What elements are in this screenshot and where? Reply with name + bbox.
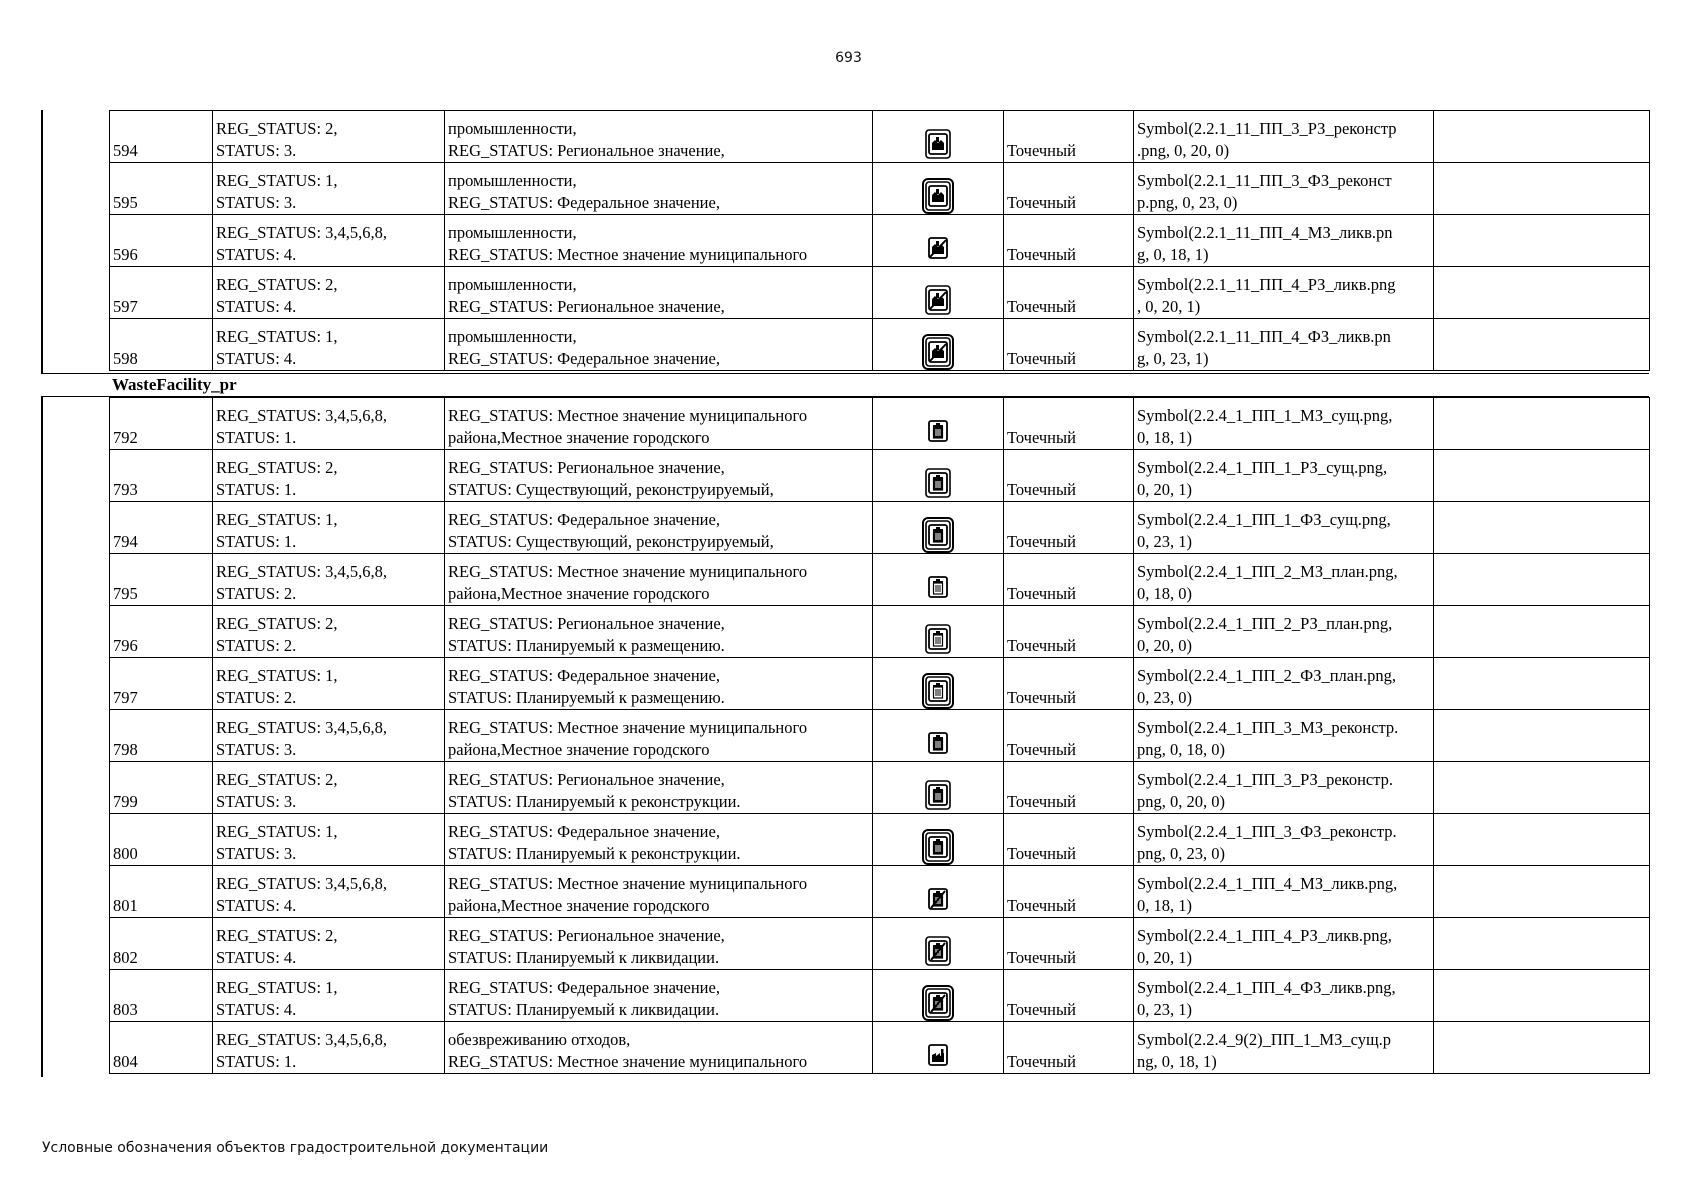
cell-line: STATUS: 1. <box>216 1052 297 1071</box>
industry-reconstruct-regional-icon <box>921 133 955 152</box>
description-cell <box>445 606 873 658</box>
cell-line: REG_STATUS: 1, <box>216 978 338 997</box>
cell-line: 0, 20, 0) <box>1137 636 1192 655</box>
geometry-type-cell: Точечный <box>1004 606 1134 658</box>
cell-line: Symbol(2.2.4_1_ПП_1_ФЗ_сущ.png, <box>1137 510 1391 529</box>
waste-plant-existing-local-icon <box>921 1044 955 1063</box>
industry-liquidate-regional-icon <box>921 289 955 308</box>
cell-line: STATUS: 1. <box>216 428 297 447</box>
symbol-preview-cell <box>873 1022 1004 1074</box>
geometry-type-cell: Точечный <box>1004 267 1134 319</box>
cell-line: REG_STATUS: Федеральное значение, <box>448 822 720 841</box>
cell-line: REG_STATUS: Региональное значение, <box>448 297 725 316</box>
row-id-cell: 596 <box>110 215 213 267</box>
description-cell <box>445 1022 873 1074</box>
symbol-definition-cell <box>1134 606 1434 658</box>
empty-cell <box>1434 866 1650 918</box>
row-id-cell: 595 <box>110 163 213 215</box>
cell-line: Symbol(2.2.4_1_ПП_4_ФЗ_ликв.png, <box>1137 978 1396 997</box>
symbol-definition-cell <box>1134 970 1434 1022</box>
symbol-definition-cell <box>1134 762 1434 814</box>
cell-line: REG_STATUS: 1, <box>216 327 338 346</box>
industry-liquidate-local-icon <box>921 237 955 256</box>
condition-cell <box>213 1022 445 1074</box>
cell-line: Symbol(2.2.4_1_ПП_3_МЗ_реконстр. <box>1137 718 1399 737</box>
condition-cell <box>213 918 445 970</box>
cell-line: REG_STATUS: Местное значение муниципального <box>448 562 808 581</box>
table-row <box>110 710 1650 762</box>
symbol-preview-cell <box>873 215 1004 267</box>
symbol-definition-cell <box>1134 215 1434 267</box>
cell-line: STATUS: 2. <box>216 584 297 603</box>
description-cell <box>445 970 873 1022</box>
cell-line: Symbol(2.2.4_1_ПП_1_МЗ_сущ.png, <box>1137 406 1393 425</box>
cell-line: STATUS: 4. <box>216 245 297 264</box>
cell-line: REG_STATUS: Федеральное значение, <box>448 193 720 212</box>
cell-line: района,Местное значение городского <box>448 584 710 603</box>
cell-line: REG_STATUS: Региональное значение, <box>448 141 725 160</box>
cell-line: промышленности, <box>448 223 577 242</box>
empty-cell <box>1434 1022 1650 1074</box>
geometry-type-cell: Точечный <box>1004 502 1134 554</box>
empty-cell <box>1434 918 1650 970</box>
cell-line: .png, 0, 20, 0) <box>1137 141 1230 160</box>
waste-bin-reconstruct-regional-icon <box>921 784 955 803</box>
table-row <box>110 163 1650 215</box>
cell-line: REG_STATUS: Местное значение муниципального <box>448 718 808 737</box>
cell-line: REG_STATUS: 3,4,5,6,8, <box>216 1030 388 1049</box>
cell-line: STATUS: 4. <box>216 1000 297 1019</box>
description-cell <box>445 762 873 814</box>
empty-cell <box>1434 554 1650 606</box>
waste-bin-existing-regional-icon <box>921 472 955 491</box>
cell-line: REG_STATUS: Региональное значение, <box>448 770 725 789</box>
cell-line: промышленности, <box>448 119 577 138</box>
symbol-preview-cell <box>873 606 1004 658</box>
cell-line: png, 0, 20, 0) <box>1137 792 1225 811</box>
geometry-type-cell: Точечный <box>1004 814 1134 866</box>
description-cell <box>445 111 873 163</box>
cell-line: REG_STATUS: 2, <box>216 770 338 789</box>
cell-line: STATUS: 3. <box>216 844 297 863</box>
condition-cell <box>213 710 445 762</box>
cell-line: Symbol(2.2.4_1_ПП_4_РЗ_ликв.png, <box>1137 926 1392 945</box>
condition-cell <box>213 215 445 267</box>
cell-line: REG_STATUS: 3,4,5,6,8, <box>216 406 388 425</box>
symbol-preview-cell <box>873 163 1004 215</box>
row-id-cell: 804 <box>110 1022 213 1074</box>
geometry-type-cell: Точечный <box>1004 762 1134 814</box>
empty-cell <box>1434 215 1650 267</box>
cell-line: Symbol(2.2.4_1_ПП_2_МЗ_план.png, <box>1137 562 1398 581</box>
geometry-type-cell: Точечный <box>1004 918 1134 970</box>
row-id-cell: 796 <box>110 606 213 658</box>
row-id-cell: 794 <box>110 502 213 554</box>
condition-cell <box>213 866 445 918</box>
symbol-definition-cell <box>1134 918 1434 970</box>
empty-cell <box>1434 319 1650 371</box>
cell-line: STATUS: 3. <box>216 792 297 811</box>
cell-line: Symbol(2.2.4_1_ПП_2_РЗ_план.png, <box>1137 614 1393 633</box>
waste-bin-planned-federal-icon <box>921 680 955 699</box>
row-id-cell: 598 <box>110 319 213 371</box>
description-cell <box>445 814 873 866</box>
waste-bin-liquidate-regional-icon <box>921 940 955 959</box>
condition-cell <box>213 762 445 814</box>
table-row <box>110 658 1650 710</box>
cell-line: района,Местное значение городского <box>448 740 710 759</box>
waste-bin-reconstruct-local-icon <box>921 732 955 751</box>
cell-line: Symbol(2.2.1_11_ПП_3_ФЗ_реконст <box>1137 171 1392 190</box>
cell-line: REG_STATUS: 2, <box>216 458 338 477</box>
symbol-preview-cell <box>873 319 1004 371</box>
cell-line: REG_STATUS: 3,4,5,6,8, <box>216 874 388 893</box>
cell-line: REG_STATUS: Федеральное значение, <box>448 666 720 685</box>
cell-line: REG_STATUS: Региональное значение, <box>448 926 725 945</box>
section-header <box>41 373 1649 397</box>
description-cell <box>445 319 873 371</box>
cell-line: , 0, 20, 1) <box>1137 297 1201 316</box>
symbol-preview-cell <box>873 398 1004 450</box>
symbol-preview-cell <box>873 762 1004 814</box>
empty-cell <box>1434 762 1650 814</box>
cell-line: png, 0, 23, 0) <box>1137 844 1225 863</box>
cell-line: Symbol(2.2.4_1_ПП_3_ФЗ_реконстр. <box>1137 822 1397 841</box>
cell-line: Symbol(2.2.1_11_ПП_4_ФЗ_ликв.pn <box>1137 327 1391 346</box>
condition-cell <box>213 398 445 450</box>
cell-line: Symbol(2.2.1_11_ПП_4_МЗ_ликв.pn <box>1137 223 1393 242</box>
row-id-cell: 793 <box>110 450 213 502</box>
row-id-cell: 594 <box>110 111 213 163</box>
table-row <box>110 918 1650 970</box>
condition-cell <box>213 606 445 658</box>
empty-cell <box>1434 710 1650 762</box>
cell-line: STATUS: 3. <box>216 740 297 759</box>
outer-border-bottom <box>41 397 43 1077</box>
cell-line: Symbol(2.2.1_11_ПП_4_РЗ_ликв.png <box>1137 275 1396 294</box>
cell-line: 0, 18, 1) <box>1137 896 1192 915</box>
waste-bin-liquidate-federal-icon <box>921 992 955 1011</box>
description-cell <box>445 267 873 319</box>
cell-line: промышленности, <box>448 327 577 346</box>
symbol-definition-cell <box>1134 163 1434 215</box>
cell-line: STATUS: 1. <box>216 480 297 499</box>
symbol-preview-cell <box>873 450 1004 502</box>
symbol-definition-cell <box>1134 1022 1434 1074</box>
cell-line: STATUS: 2. <box>216 636 297 655</box>
symbol-preview-cell <box>873 111 1004 163</box>
cell-line: REG_STATUS: 1, <box>216 666 338 685</box>
cell-line: g, 0, 18, 1) <box>1137 245 1209 264</box>
geometry-type-cell: Точечный <box>1004 215 1134 267</box>
cell-line: STATUS: Существующий, реконструируемый, <box>448 480 774 499</box>
symbol-preview-cell <box>873 866 1004 918</box>
cell-line: STATUS: Планируемый к реконструкции. <box>448 792 741 811</box>
symbol-preview-cell <box>873 658 1004 710</box>
table-row <box>110 215 1650 267</box>
cell-line: STATUS: 1. <box>216 532 297 551</box>
description-cell <box>445 866 873 918</box>
cell-line: STATUS: Планируемый к размещению. <box>448 636 725 655</box>
cell-line: промышленности, <box>448 275 577 294</box>
cell-line: 0, 20, 1) <box>1137 948 1192 967</box>
symbol-definition-cell <box>1134 319 1434 371</box>
footer-caption: Условные обозначения объектов градостроительной документации <box>42 1140 549 1156</box>
row-id-cell: 800 <box>110 814 213 866</box>
condition-cell <box>213 970 445 1022</box>
symbol-definition-cell <box>1134 267 1434 319</box>
table-row <box>110 111 1650 163</box>
cell-line: REG_STATUS: 3,4,5,6,8, <box>216 718 388 737</box>
waste-bin-planned-regional-icon <box>921 628 955 647</box>
description-cell <box>445 710 873 762</box>
page-number: 693 <box>835 50 862 66</box>
symbol-definition-cell <box>1134 814 1434 866</box>
empty-cell <box>1434 267 1650 319</box>
cell-line: STATUS: 3. <box>216 141 297 160</box>
row-id-cell: 795 <box>110 554 213 606</box>
cell-line: ng, 0, 18, 1) <box>1137 1052 1217 1071</box>
row-id-cell: 797 <box>110 658 213 710</box>
row-id-cell: 803 <box>110 970 213 1022</box>
cell-line: STATUS: Существующий, реконструируемый, <box>448 532 774 551</box>
geometry-type-cell: Точечный <box>1004 1022 1134 1074</box>
table-row <box>110 970 1650 1022</box>
table-row <box>110 1022 1650 1074</box>
symbol-definition-cell <box>1134 398 1434 450</box>
waste-bin-liquidate-local-icon <box>921 888 955 907</box>
geometry-type-cell: Точечный <box>1004 658 1134 710</box>
symbol-definition-cell <box>1134 658 1434 710</box>
row-id-cell: 801 <box>110 866 213 918</box>
symbol-preview-cell <box>873 918 1004 970</box>
symbol-definition-cell <box>1134 450 1434 502</box>
cell-line: 0, 18, 1) <box>1137 428 1192 447</box>
geometry-type-cell: Точечный <box>1004 319 1134 371</box>
condition-cell <box>213 163 445 215</box>
symbol-preview-cell <box>873 267 1004 319</box>
cell-line: REG_STATUS: Федеральное значение, <box>448 978 720 997</box>
cell-line: REG_STATUS: 1, <box>216 510 338 529</box>
row-id-cell: 798 <box>110 710 213 762</box>
condition-cell <box>213 658 445 710</box>
description-cell <box>445 398 873 450</box>
cell-line: 0, 20, 1) <box>1137 480 1192 499</box>
cell-line: REG_STATUS: Федеральное значение, <box>448 510 720 529</box>
cell-line: 0, 23, 1) <box>1137 532 1192 551</box>
cell-line: REG_STATUS: Федеральное значение, <box>448 349 720 368</box>
condition-cell <box>213 502 445 554</box>
cell-line: STATUS: 3. <box>216 193 297 212</box>
geometry-type-cell: Точечный <box>1004 554 1134 606</box>
waste-bin-existing-local-icon <box>921 420 955 439</box>
symbol-preview-cell <box>873 554 1004 606</box>
symbol-definition-cell <box>1134 554 1434 606</box>
cell-line: Symbol(2.2.1_11_ПП_3_РЗ_реконстр <box>1137 119 1397 138</box>
cell-line: 0, 18, 0) <box>1137 584 1192 603</box>
cell-line: STATUS: 4. <box>216 948 297 967</box>
symbol-preview-cell <box>873 970 1004 1022</box>
empty-cell <box>1434 398 1650 450</box>
description-cell <box>445 450 873 502</box>
cell-line: REG_STATUS: Региональное значение, <box>448 458 725 477</box>
condition-cell <box>213 814 445 866</box>
cell-line: 0, 23, 1) <box>1137 1000 1192 1019</box>
condition-cell <box>213 267 445 319</box>
legend-table-waste <box>109 397 1650 1074</box>
industry-reconstruct-federal-icon <box>921 185 955 204</box>
empty-cell <box>1434 970 1650 1022</box>
cell-line: района,Местное значение городского <box>448 428 710 447</box>
geometry-type-cell: Точечный <box>1004 111 1134 163</box>
symbol-definition-cell <box>1134 710 1434 762</box>
cell-line: STATUS: Планируемый к ликвидации. <box>448 1000 720 1019</box>
empty-cell <box>1434 606 1650 658</box>
empty-cell <box>1434 814 1650 866</box>
table-row <box>110 762 1650 814</box>
table-row <box>110 319 1650 371</box>
cell-line: REG_STATUS: 3,4,5,6,8, <box>216 223 388 242</box>
geometry-type-cell: Точечный <box>1004 398 1134 450</box>
table-row <box>110 450 1650 502</box>
cell-line: STATUS: Планируемый к реконструкции. <box>448 844 741 863</box>
table-row <box>110 554 1650 606</box>
symbol-preview-cell <box>873 502 1004 554</box>
symbol-preview-cell <box>873 814 1004 866</box>
row-id-cell: 792 <box>110 398 213 450</box>
geometry-type-cell: Точечный <box>1004 450 1134 502</box>
outer-border-top <box>41 110 43 373</box>
symbol-definition-cell <box>1134 111 1434 163</box>
empty-cell <box>1434 450 1650 502</box>
cell-line: обезвреживанию отходов, <box>448 1030 631 1049</box>
table-row <box>110 398 1650 450</box>
cell-line: REG_STATUS: Местное значение муниципального <box>448 874 808 893</box>
description-cell <box>445 163 873 215</box>
description-cell <box>445 502 873 554</box>
geometry-type-cell: Точечный <box>1004 710 1134 762</box>
description-cell <box>445 554 873 606</box>
condition-cell <box>213 111 445 163</box>
cell-line: Symbol(2.2.4_1_ПП_2_ФЗ_план.png, <box>1137 666 1396 685</box>
cell-line: промышленности, <box>448 171 577 190</box>
condition-cell <box>213 450 445 502</box>
symbol-preview-cell <box>873 710 1004 762</box>
condition-cell <box>213 319 445 371</box>
waste-bin-planned-local-icon <box>921 576 955 595</box>
geometry-type-cell: Точечный <box>1004 163 1134 215</box>
table-row <box>110 502 1650 554</box>
cell-line: Symbol(2.2.4_1_ПП_4_МЗ_ликв.png, <box>1137 874 1398 893</box>
geometry-type-cell: Точечный <box>1004 866 1134 918</box>
table-row <box>110 866 1650 918</box>
empty-cell <box>1434 502 1650 554</box>
empty-cell <box>1434 111 1650 163</box>
row-id-cell: 802 <box>110 918 213 970</box>
description-cell <box>445 658 873 710</box>
cell-line: района,Местное значение городского <box>448 896 710 915</box>
cell-line: Symbol(2.2.4_1_ПП_1_РЗ_сущ.png, <box>1137 458 1388 477</box>
cell-line: png, 0, 18, 0) <box>1137 740 1225 759</box>
empty-cell <box>1434 658 1650 710</box>
cell-line: REG_STATUS: Региональное значение, <box>448 614 725 633</box>
geometry-type-cell: Точечный <box>1004 970 1134 1022</box>
cell-line: р.png, 0, 23, 0) <box>1137 193 1238 212</box>
waste-bin-existing-federal-icon <box>921 524 955 543</box>
industry-liquidate-federal-icon <box>921 341 955 360</box>
cell-line: STATUS: Планируемый к размещению. <box>448 688 725 707</box>
table-row <box>110 814 1650 866</box>
waste-bin-reconstruct-federal-icon <box>921 836 955 855</box>
condition-cell <box>213 554 445 606</box>
cell-line: REG_STATUS: Местное значение муниципального <box>448 406 808 425</box>
description-cell <box>445 215 873 267</box>
description-cell <box>445 918 873 970</box>
row-id-cell: 799 <box>110 762 213 814</box>
cell-line: STATUS: Планируемый к ликвидации. <box>448 948 720 967</box>
legend-table-industry <box>109 110 1650 371</box>
cell-line: STATUS: 4. <box>216 896 297 915</box>
cell-line: Symbol(2.2.4_1_ПП_3_РЗ_реконстр. <box>1137 770 1394 789</box>
table-row <box>110 606 1650 658</box>
cell-line: REG_STATUS: 1, <box>216 822 338 841</box>
cell-line: g, 0, 23, 1) <box>1137 349 1209 368</box>
cell-line: Symbol(2.2.4_9(2)_ПП_1_МЗ_сущ.р <box>1137 1030 1392 1049</box>
row-id-cell: 597 <box>110 267 213 319</box>
empty-cell <box>1434 163 1650 215</box>
cell-line: STATUS: 2. <box>216 688 297 707</box>
symbol-definition-cell <box>1134 502 1434 554</box>
cell-line: REG_STATUS: Местное значение муниципального <box>448 245 808 264</box>
cell-line: REG_STATUS: 1, <box>216 171 338 190</box>
cell-line: REG_STATUS: 2, <box>216 614 338 633</box>
symbol-definition-cell <box>1134 866 1434 918</box>
cell-line: REG_STATUS: 3,4,5,6,8, <box>216 562 388 581</box>
section-title: WasteFacility_pr <box>112 375 237 394</box>
cell-line: 0, 23, 0) <box>1137 688 1192 707</box>
table-row <box>110 267 1650 319</box>
cell-line: REG_STATUS: 2, <box>216 119 338 138</box>
cell-line: REG_STATUS: 2, <box>216 926 338 945</box>
cell-line: STATUS: 4. <box>216 349 297 368</box>
cell-line: REG_STATUS: 2, <box>216 275 338 294</box>
cell-line: REG_STATUS: Местное значение муниципального <box>448 1052 808 1071</box>
cell-line: STATUS: 4. <box>216 297 297 316</box>
